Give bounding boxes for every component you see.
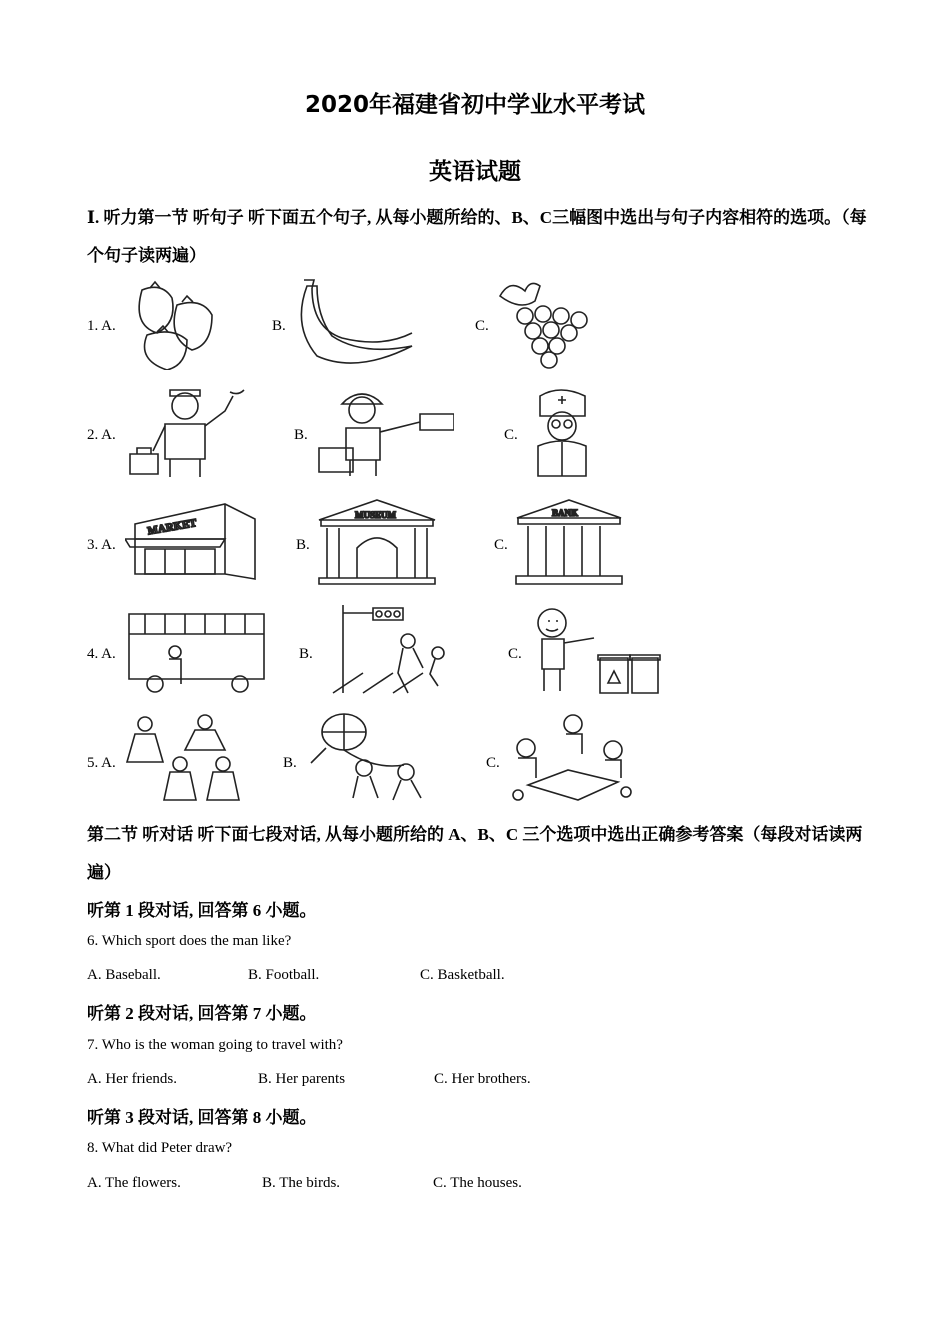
q1-option-b-label: B. xyxy=(272,318,286,334)
q8-option-c: C. The houses. xyxy=(433,1175,522,1191)
q7-option-a: A. Her friends. xyxy=(87,1071,177,1087)
question-7: 7. Who is the woman going to travel with? xyxy=(87,1037,343,1053)
group3-heading: 听第 3 段对话, 回答第 8 小题。 xyxy=(87,1108,317,1127)
museum-icon xyxy=(317,498,437,586)
postman-icon xyxy=(314,388,454,478)
kite-icon xyxy=(306,710,436,805)
q2-option-a-label: 2. A. xyxy=(87,427,116,443)
q4-option-c-label: C. xyxy=(508,646,522,662)
q5-option-c-label: C. xyxy=(486,755,500,771)
bananas-icon xyxy=(292,278,417,370)
section1-instruction: Ⅰ. 听力第一节 听句子 听下面五个句子, 从每小题所给的、B、C三幅图中选出与句子内容相符的选项。（每个句子读两遍） xyxy=(87,208,867,265)
grapes-icon xyxy=(495,276,600,371)
recycling-icon xyxy=(530,603,665,696)
market-sign-text: MARKET xyxy=(146,517,198,538)
bank-icon xyxy=(514,498,624,586)
q8-option-b: B. The birds. xyxy=(262,1175,341,1191)
q3-option-b-label: B. xyxy=(296,537,310,553)
q1-option-a-label: 1. A. xyxy=(87,318,116,334)
picnic-icon xyxy=(508,710,638,805)
q5-option-a-label: 5. A. xyxy=(87,755,116,771)
group1-heading: 听第 1 段对话, 回答第 6 小题。 xyxy=(87,901,317,920)
q2-option-b-label: B. xyxy=(294,427,308,443)
q4-option-a-label: 4. A. xyxy=(87,646,116,662)
dancers-icon xyxy=(125,712,245,804)
strawberries-icon xyxy=(122,280,222,370)
q6-option-b: B. Football. xyxy=(248,967,320,983)
market-icon xyxy=(125,494,265,586)
page-subtitle: 英语试题 xyxy=(429,159,521,185)
q7-option-c: C. Her brothers. xyxy=(434,1071,531,1087)
q8-option-a: A. The flowers. xyxy=(87,1175,181,1191)
doctor-icon xyxy=(520,386,615,478)
bus-icon xyxy=(125,604,273,696)
q2-option-c-label: C. xyxy=(504,427,518,443)
crosswalk-icon xyxy=(323,603,465,696)
q6-option-c: C. Basketball. xyxy=(420,967,505,983)
group2-heading: 听第 2 段对话, 回答第 7 小题。 xyxy=(87,1004,317,1023)
bank-sign-text: BANK xyxy=(552,508,579,518)
q7-option-b: B. Her parents xyxy=(258,1071,346,1087)
question-8: 8. What did Peter draw? xyxy=(87,1140,233,1156)
q4-option-b-label: B. xyxy=(299,646,313,662)
q5-option-b-label: B. xyxy=(283,755,297,771)
q1-option-c-label: C. xyxy=(475,318,489,334)
section2-instruction: 第二节 听对话 听下面七段对话, 从每小题所给的 A、B、C 三个选项中选出正确参考答案（每段对话读两遍） xyxy=(87,825,863,882)
museum-sign-text: MUSEUM xyxy=(355,510,396,520)
question-6: 6. Which sport does the man like? xyxy=(87,933,292,949)
q3-option-a-label: 3. A. xyxy=(87,537,116,553)
page-title: 2020年福建省初中学业水平考试 xyxy=(304,92,645,118)
q6-option-a: A. Baseball. xyxy=(87,967,161,983)
q3-option-c-label: C. xyxy=(494,537,508,553)
worker-icon xyxy=(125,384,260,479)
